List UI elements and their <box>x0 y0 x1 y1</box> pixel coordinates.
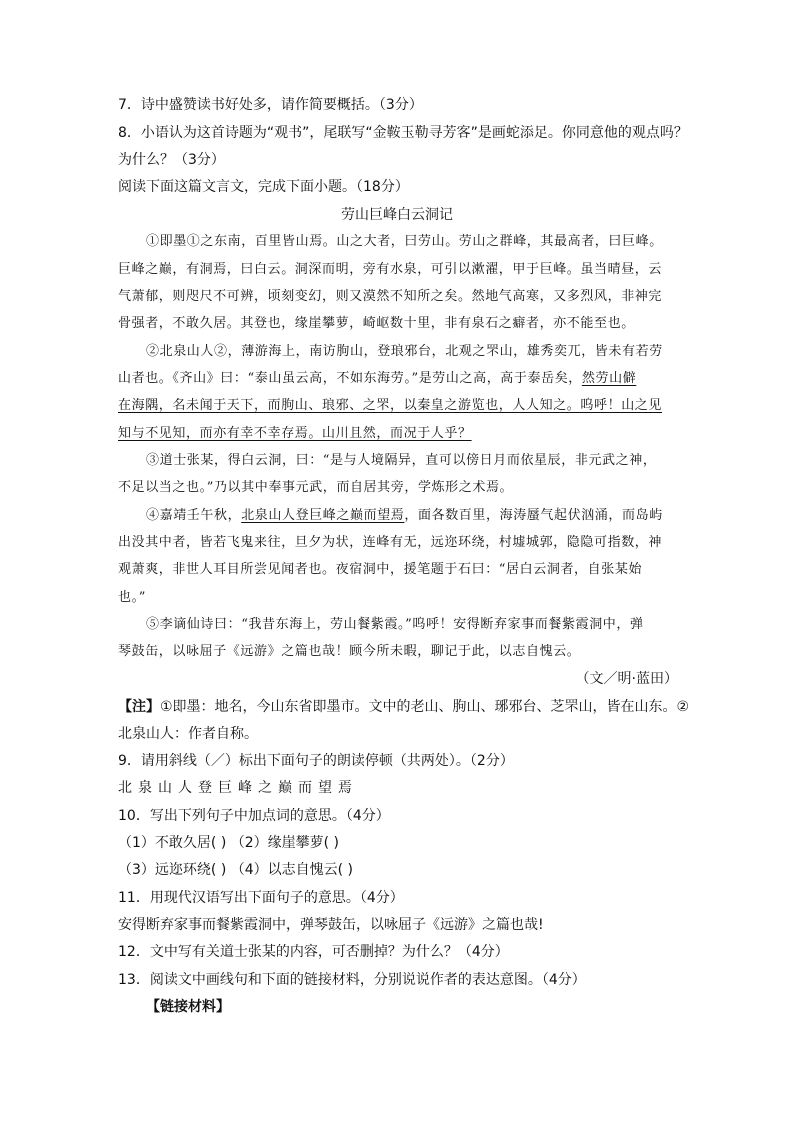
attribution: （文／明·蓝田） <box>575 671 678 687</box>
passage-p2-line-2 <box>118 369 678 389</box>
passage-p2-line-1: ②北泉山人②，薄游海上，南访朐山，登琅邪台，北观之罘山，雄秀奕兀，皆未有若劳 <box>146 344 663 359</box>
passage-p1-line-1: ①即墨①之东南，百里皆山焉。山之大者，曰劳山。劳山之群峰，其最高者，曰巨峰。 <box>146 234 663 249</box>
passage-p4-tail: ，面各数百里，海涛蜃气起伏汹涌，而岛屿 <box>404 508 663 523</box>
passage-p4-line-3: 观萧爽，非世人耳目所尝见闻者也。夜宿洞中，援笔题于石曰：“居白云洞者，自张某始 <box>118 562 643 577</box>
passage-p4-line-2: 出没其中者，皆若飞鬼来往，旦夕为状，连峰有无，远迩环绕，村墟城郭，隐隐可指数，神 <box>118 535 663 550</box>
reading-intro: 阅读下面这篇文言文，完成下面小题。（18分） <box>118 179 409 195</box>
passage-p2-line-2-text: 山者也。《齐山》曰：“泰山虽云高，不如东海劳。”是劳山之高，高于泰岳矣， <box>118 371 582 386</box>
note-line-1 <box>118 697 689 717</box>
passage-p1-line-2: 巨峰之巅，有洞焉，曰白云。洞深而明，旁有水泉，可引以漱濯，甲于巨峰。虽当晴昼，云 <box>118 262 663 277</box>
question-10: 10．写出下列句子中加点词的意思。（4分） <box>118 808 390 824</box>
question-10-items-row-2: （3）远迩环绕( ) （4）以志自愧云( ) <box>118 862 354 878</box>
question-8-line-2: 为什么？（3分） <box>118 152 225 168</box>
underlined-sentence-part-2: 在海隅，名未闻于天下，而朐山、琅邪、之罘，以秦皇之游览也，人人知之。呜呼！山之见 <box>118 398 663 413</box>
question-7: 7．诗中盛赞读书好处多，请作简要概括。（3分） <box>118 97 423 113</box>
question-9-sentence: 北泉山人登巨峰之巅而望焉 <box>118 780 358 796</box>
question-12: 12．文中写有关道士张某的内容，可否删掉？为什么？（4分） <box>118 944 509 960</box>
note-label: 【注】 <box>118 699 160 715</box>
passage-p3-line-2: 不足以当之也。”乃以其中奉事元武，而自居其旁，学炼形之术焉。 <box>118 480 514 495</box>
question-11-sentence: 安得断弃家事而餐紫霞洞中，弹琴鼓缶，以咏屈子《远游》之篇也哉! <box>118 917 544 933</box>
passage-p5-line-1: ⑤李谪仙诗曰：“我昔东海上，劳山餐紫霞。”呜呼！安得断弃家事而餐紫霞洞中，弹 <box>146 617 644 632</box>
passage-p5-line-2: 琴鼓缶，以咏屈子《远游》之篇也哉！顾今所未暇，聊记于此，以志自愧云。 <box>118 644 581 659</box>
passage-p4-underlined: 北泉山人登巨峰之巅而望焉 <box>241 508 405 523</box>
question-9: 9．请用斜线（／）标出下面句子的朗读停顿（共两处）。（2分） <box>118 753 514 769</box>
underlined-sentence-part-3: 知与不见知，而亦有幸不幸存焉。山川且然，而况于人乎？ <box>118 426 472 441</box>
passage-title: 劳山巨峰白云洞记 <box>341 207 453 223</box>
question-10-items-row-1: （1）不敢久居( ) （2）缘崖攀萝( ) <box>118 835 340 851</box>
passage-p4-line-1 <box>146 506 678 526</box>
question-13: 13．阅读文中画线句和下面的链接材料，分别说说作者的表达意图。（4分） <box>118 972 586 988</box>
passage-p1-line-4: 骨强者，不敢久居。其登也，缘崖攀萝，崎岖数十里，非有泉石之癖者，亦不能至也。 <box>118 316 635 331</box>
passage-p4-line-4: 也。” <box>118 590 146 605</box>
question-8-line-1: 8．小语认为这首诗题为“观书”，尾联写“金鞍玉勒寻芳客”是画蛇添足。你同意他的观点吗？ <box>118 125 688 141</box>
passage-p4-lead: ④嘉靖壬午秋， <box>146 508 242 523</box>
underlined-sentence-part-1: 然劳山僻 <box>581 371 637 386</box>
question-11: 11．用现代汉语写出下面句子的意思。（4分） <box>118 890 404 906</box>
note-text-1: ①即墨：地名，今山东省即墨市。文中的老山、朐山、琊邪台、芝罘山，皆在山东。② <box>160 699 690 715</box>
passage-p1-line-3: 气萧郁，则咫尺不可辨，顷刻变幻，则又漠然不知所之矣。然地气高寒，又多烈风，非神完 <box>118 289 663 304</box>
link-material-label: 【链接材料】 <box>146 999 230 1015</box>
passage-p3-line-1: ③道士张某，得白云洞，曰：“是与人境隔异，直可以傍日月而依星辰，非元武之神， <box>146 453 657 468</box>
note-line-2: 北泉山人：作者自称。 <box>118 726 258 742</box>
